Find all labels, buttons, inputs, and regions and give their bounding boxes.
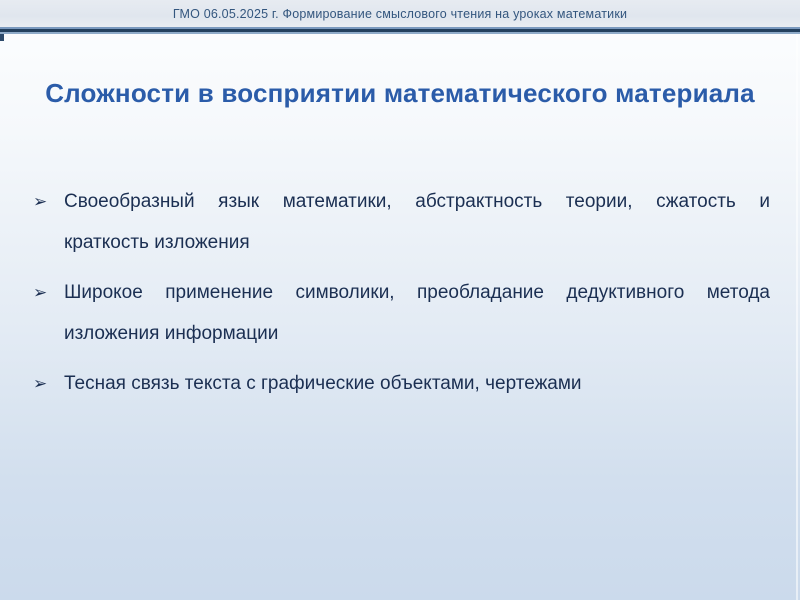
bullet-text bbox=[64, 181, 770, 263]
bullet-text-line: Тесная связь текста с графические объектами, чертежами bbox=[64, 373, 582, 394]
bullet-text-line: изложения информации bbox=[64, 323, 279, 344]
arrowhead-bullet-icon: ➢ bbox=[33, 283, 48, 302]
list-item bbox=[0, 272, 800, 354]
list-item bbox=[0, 363, 800, 404]
header-divider-line bbox=[0, 27, 800, 34]
left-edge-tick bbox=[0, 34, 4, 41]
slide-title: Сложности в восприятии математического материала bbox=[45, 78, 755, 108]
slide-header-bar bbox=[0, 0, 800, 27]
bullet-text-line: Широкое применение символики, преобладание дедуктивного метода bbox=[64, 282, 770, 303]
bullet-text-line: Своеобразный язык математики, абстрактность теории, сжатость и bbox=[64, 191, 770, 212]
bullet-list bbox=[0, 181, 800, 404]
bullet-text bbox=[64, 272, 770, 354]
header-title: ГМО 06.05.2025 г. Формирование смыслового чтения на уроках математики bbox=[172, 6, 628, 21]
list-item bbox=[0, 181, 800, 263]
arrowhead-bullet-icon: ➢ bbox=[33, 192, 48, 211]
arrowhead-bullet-icon: ➢ bbox=[33, 374, 48, 393]
right-edge-line bbox=[796, 34, 798, 600]
bullet-text-line: краткость изложения bbox=[64, 232, 250, 253]
bullet-text bbox=[64, 363, 770, 404]
